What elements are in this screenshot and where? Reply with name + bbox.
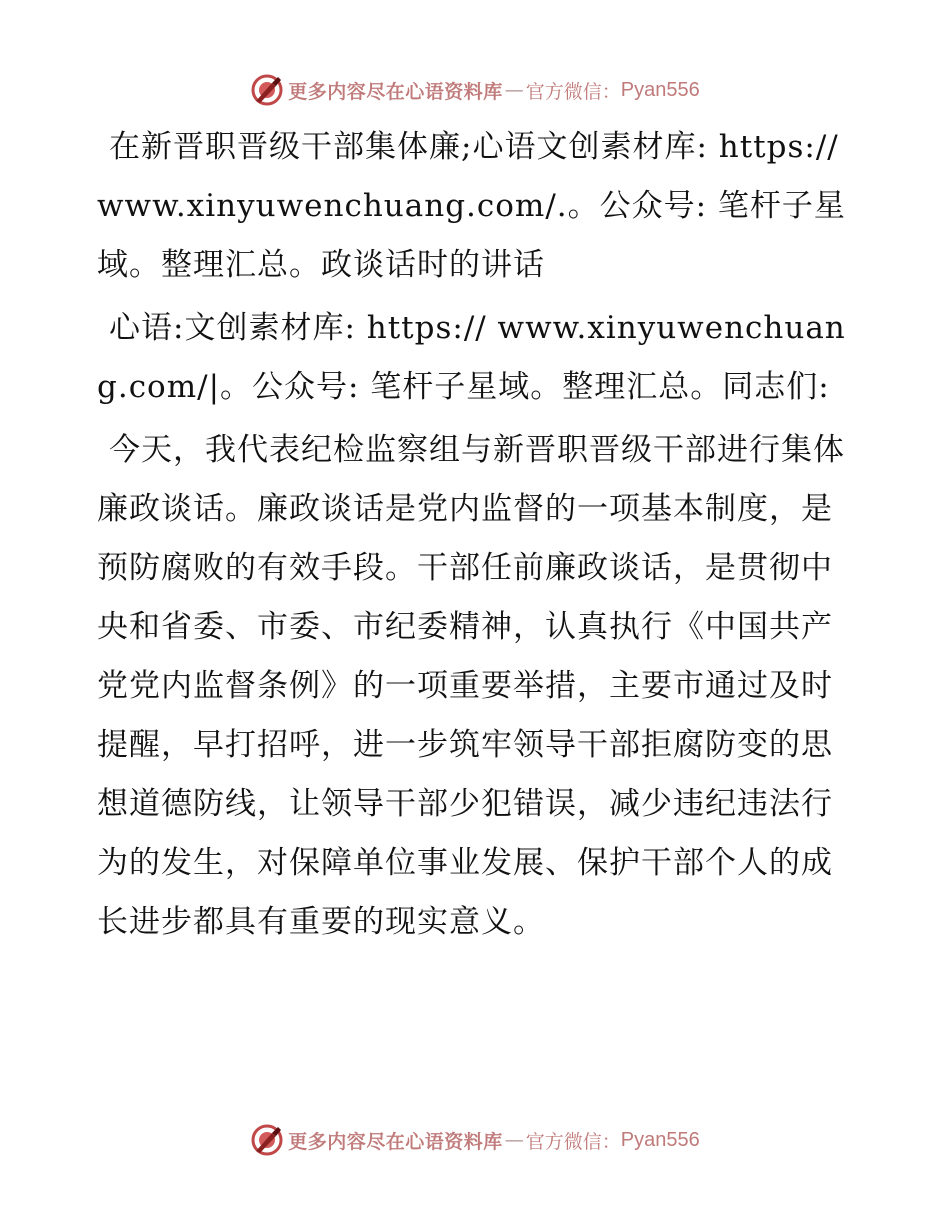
footer-watermark-banner [0, 1120, 950, 1160]
pen-seal-logo-icon [250, 1123, 284, 1157]
paragraph-text: 心语:文创素材库: https:// www.xinyuwenchuang.com/|。公众号: 笔杆子星域。整理汇总。同志们: [97, 310, 846, 405]
paragraph-text: 今天，我代表纪检监察组与新晋职晋级干部进行集体廉政谈话。廉政谈话是党内监督的一项基本制度，是预防腐败的有效手段。干部任前廉政谈话，是贯彻中央和省委、市委、市纪委精神，认真执行《中国共产党党内监督条例》的一项重要举措，主要市通过及时提醒，早打招呼，进一步筑牢领导干部拒腐防变的思想道德防线，让领导干部少犯错误，减少违纪违法行为的发生，对保障单位事业发展、保护干部个人的成长进步都具有重要的现实意义。 [97, 432, 845, 940]
watermark-separator: — [504, 79, 524, 101]
watermark-wechat-id: Pyan556 [620, 78, 700, 101]
paragraph-body [97, 421, 857, 952]
document-body [97, 118, 857, 956]
paragraph-title [97, 118, 857, 295]
watermark-wechat-id: Pyan556 [620, 1128, 700, 1151]
watermark-wechat-label: 官方微信： [525, 80, 621, 103]
pen-seal-logo-icon [250, 73, 284, 107]
watermark-text: 更多内容尽在心语资料库 [288, 1130, 503, 1153]
header-watermark-banner [0, 70, 950, 110]
paragraph-text: 在新晋职晋级干部集体廉;心语文创素材库: https://www.xinyuwenchuang.com/.。公众号: 笔杆子星域。整理汇总。政谈话时的讲话 [97, 129, 846, 283]
watermark-separator: — [504, 1129, 524, 1151]
paragraph-salutation [97, 299, 857, 417]
watermark-wechat-label: 官方微信： [525, 1130, 621, 1153]
watermark-text: 更多内容尽在心语资料库 [288, 80, 503, 103]
